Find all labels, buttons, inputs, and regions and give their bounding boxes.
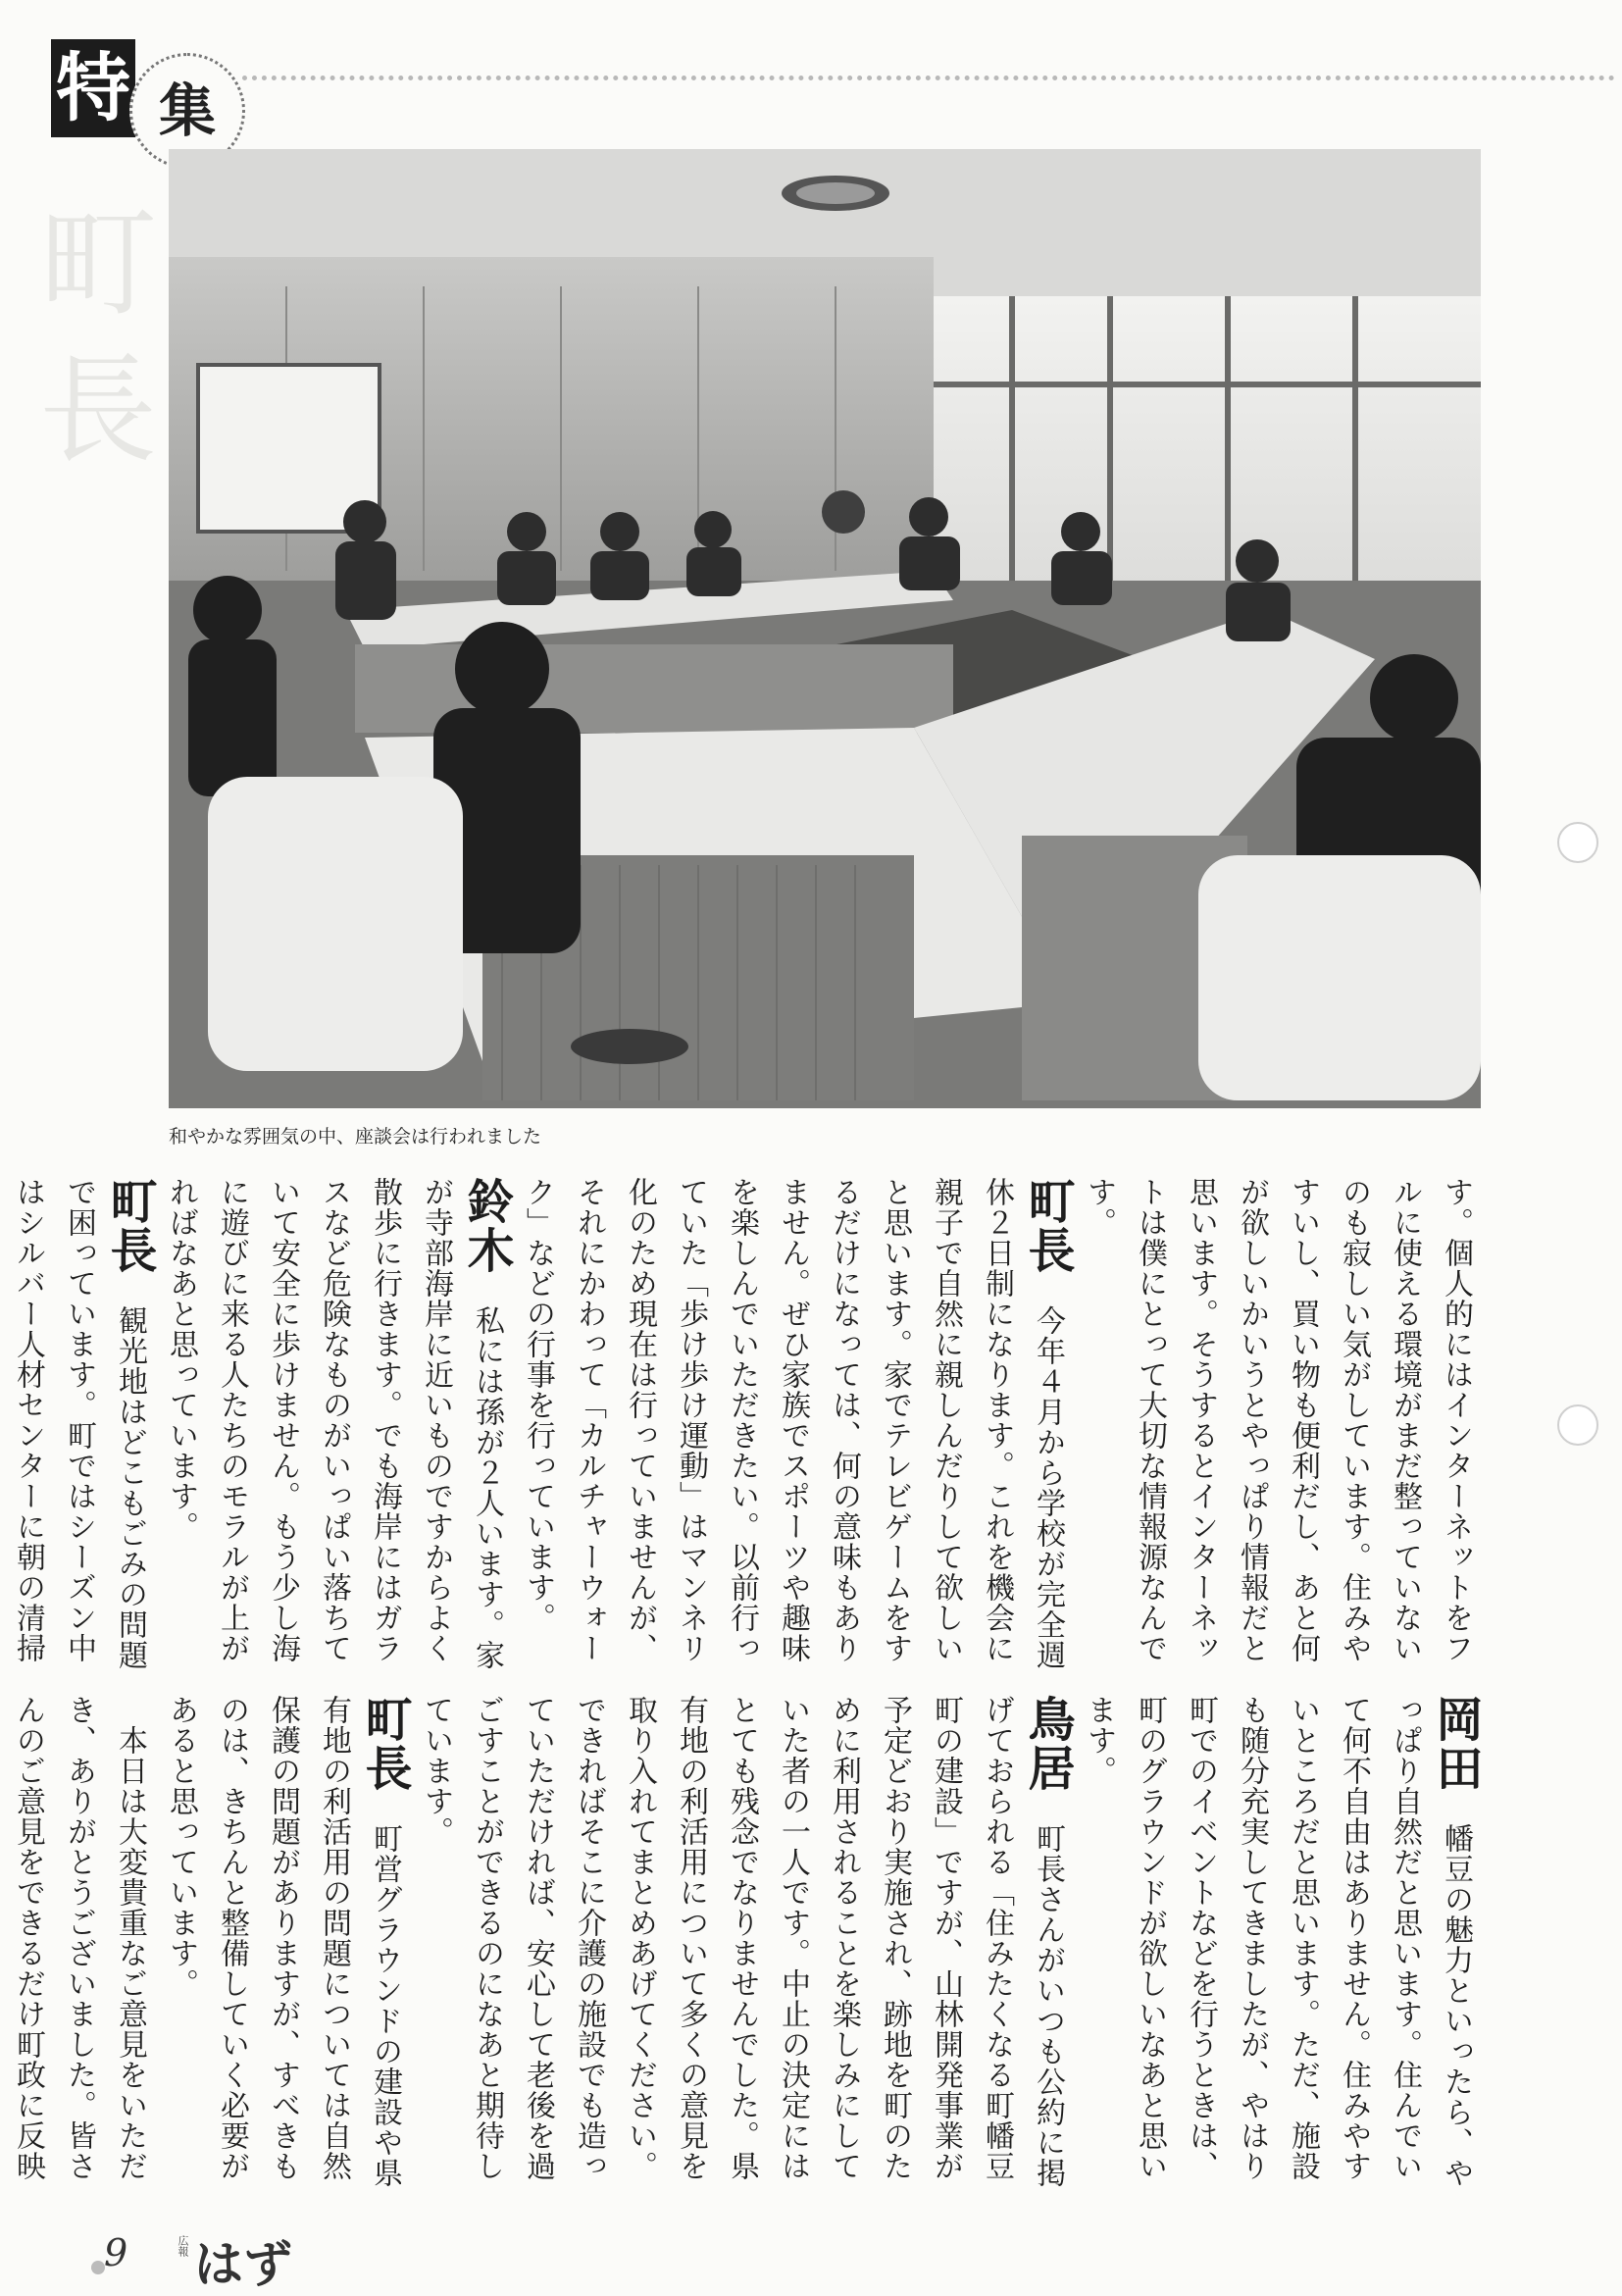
speaker-text: 幡豆の魅力といったら、やっぱり自然だと思います。住んでいて何不自由はありません。住みやすいところだと思います。ただ、施設も随分充実してきましたが、やはり町でのイベントなどを行うときは、町のグラウンドが欲しいなあと思います。	[1082, 1695, 1473, 2188]
feature-label-box: 特	[51, 39, 135, 137]
speaker-paragraph	[155, 1695, 410, 2195]
speaker-text: 今年４月から学校が完全週休２日制になります。これを機会に親子で自然に親しんだりして欲しいと思います。家でテレビゲームをするだけになっては、何の意味もありません。ぜひ家族でスポーツや趣味を楽しんでいただきたい。以前行っていた「歩け歩け運動」はマンネリ化のため現在は行っていませんが、それにかわって「カルチャーウォーク」などの行事を行っています。	[521, 1177, 1065, 1670]
speaker-name: 町長	[357, 1695, 412, 1793]
paragraph: す。個人的にはインターネットをフルに使える環境がまだ整っていないのも寂しい気がしています。住みやすいし、買い物も便利だし、あと何が欲しいかいうとやっぱり情報だと思います。そうするとインターネットは僕にとって大切な情報源なんです。	[1082, 1177, 1473, 1663]
lower-text-block	[11, 1695, 1483, 2195]
page-dot-icon	[91, 2261, 105, 2274]
closing-text: 本日は大変貴重なご意見をいただき、ありがとうございました。皆さんのご意見をできるだけ町政に反映	[11, 1695, 147, 2181]
speaker-name: 岡田	[1428, 1695, 1483, 1793]
speaker-name: 町長	[102, 1177, 157, 1275]
speaker-paragraph	[155, 1177, 512, 1677]
photo-caption: 和やかな雰囲気の中、座談会は行われました	[169, 1126, 542, 1148]
feature-label-circle: 集	[129, 53, 245, 169]
speaker-name: 町長	[1020, 1177, 1075, 1275]
meeting-photo	[169, 149, 1481, 1108]
upper-text-block	[11, 1177, 1481, 1677]
speaker-name: 鳥居	[1020, 1695, 1075, 1793]
speaker-text: 観光地はどこもごみの問題で困っています。町ではシーズン中はシルバー人材センターに朝の清掃	[11, 1177, 147, 1670]
speaker-name: 鈴木	[459, 1177, 514, 1275]
speaker-paragraph	[0, 1177, 155, 1677]
binding-hole	[1557, 822, 1598, 863]
publication-logo: はず	[194, 2236, 292, 2293]
speaker-paragraph	[410, 1695, 1073, 2195]
header-dotted-rule	[242, 76, 1615, 80]
page-footer	[86, 2231, 380, 2293]
speaker-text: 私には孫が２人います。家が寺部海岸に近いものですからよく散歩に行きます。でも海岸にはガラスなど危険なものがいっぱい落ちていて安全に歩けません。もう少し海に遊びに来る人たちのモラルが上がればなあと思っています。	[164, 1177, 504, 1670]
logo-prefix: 広報	[177, 2235, 189, 2257]
page-number: 9	[104, 2231, 128, 2274]
meeting-photo-graphic	[169, 149, 1481, 1108]
speaker-paragraph	[512, 1177, 1073, 1677]
closing-paragraph	[0, 1695, 155, 2195]
binding-hole	[1557, 1404, 1598, 1446]
speaker-text: 町長さんがいつも公約に掲げておられる「住みたくなる町幡豆町の建設」ですが、山林開発事業が予定どおり実施され、跡地を町のために利用されることを楽しみにしていた者の一人です。中止の決定にはとても残念でなりませんでした。県有地の利活用について多くの意見を取り入れてまとめあげてください。できればそこに介護の施設でも造っていただければ、安心して老後を過ごすことができるのになあと期待しています。	[419, 1695, 1065, 2188]
speaker-paragraph	[1073, 1695, 1481, 2195]
speaker-text: 町営グラウンドの建設や県有地の利活用の問題については自然保護の問題がありますが、すべきものは、きちんと整備していく必要があると思っています。	[164, 1695, 402, 2188]
background-watermark: 町長	[39, 196, 157, 480]
